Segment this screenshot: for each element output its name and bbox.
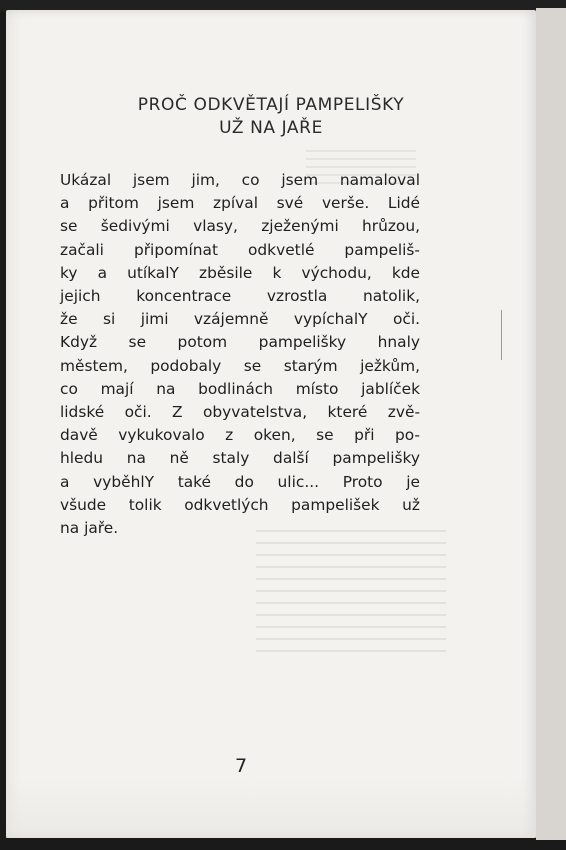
pencil-mark [501,310,502,360]
page-number: 7 [234,755,248,777]
book-page [6,10,536,838]
text-line: a vyběhlY také do ulic... Proto je [60,472,420,491]
text-line: městem, podobaly se starým ježkům, [60,356,420,375]
text-line: a přitom jsem zpíval své verše. Lidé [60,194,420,213]
adjacent-page-edge [536,8,566,840]
text-line: Když se potom pampelišky hnaly [60,333,420,352]
paragraph [60,169,420,540]
text-line: že si jimi vzájemně vypíchalY oči. [60,310,420,329]
text-line: ky a utíkalY zběsile k východu, kde [60,263,420,282]
text-line: davě vykukovalo z oken, se při po- [60,426,420,445]
text-line: co mají na bodlinách místo jablíček [60,379,420,398]
text-line: na jaře. [60,519,119,538]
text-line: jejich koncentrace vzrostla natolik, [60,287,420,306]
text-line: Ukázal jsem jim, co jsem namaloval [60,171,420,189]
chapter-title-line: PROČ ODKVĚTAJÍ PAMPELIŠKY [137,95,405,115]
text-line: všude tolik odkvetlých pampelišek už [60,495,420,514]
show-through-text [256,530,446,660]
chapter-title [6,94,536,140]
text-line: se šedivými vlasy, zježenými hrůzou, [60,217,420,236]
text-line: hledu na ně staly další pampelišky [60,449,420,468]
text-line: lidské oči. Z obyvatelstva, které zvě- [60,403,420,422]
text-line: začali připomínat odkvetlé pampeliš- [60,240,420,259]
chapter-title-line: UŽ NA JAŘE [219,118,323,138]
